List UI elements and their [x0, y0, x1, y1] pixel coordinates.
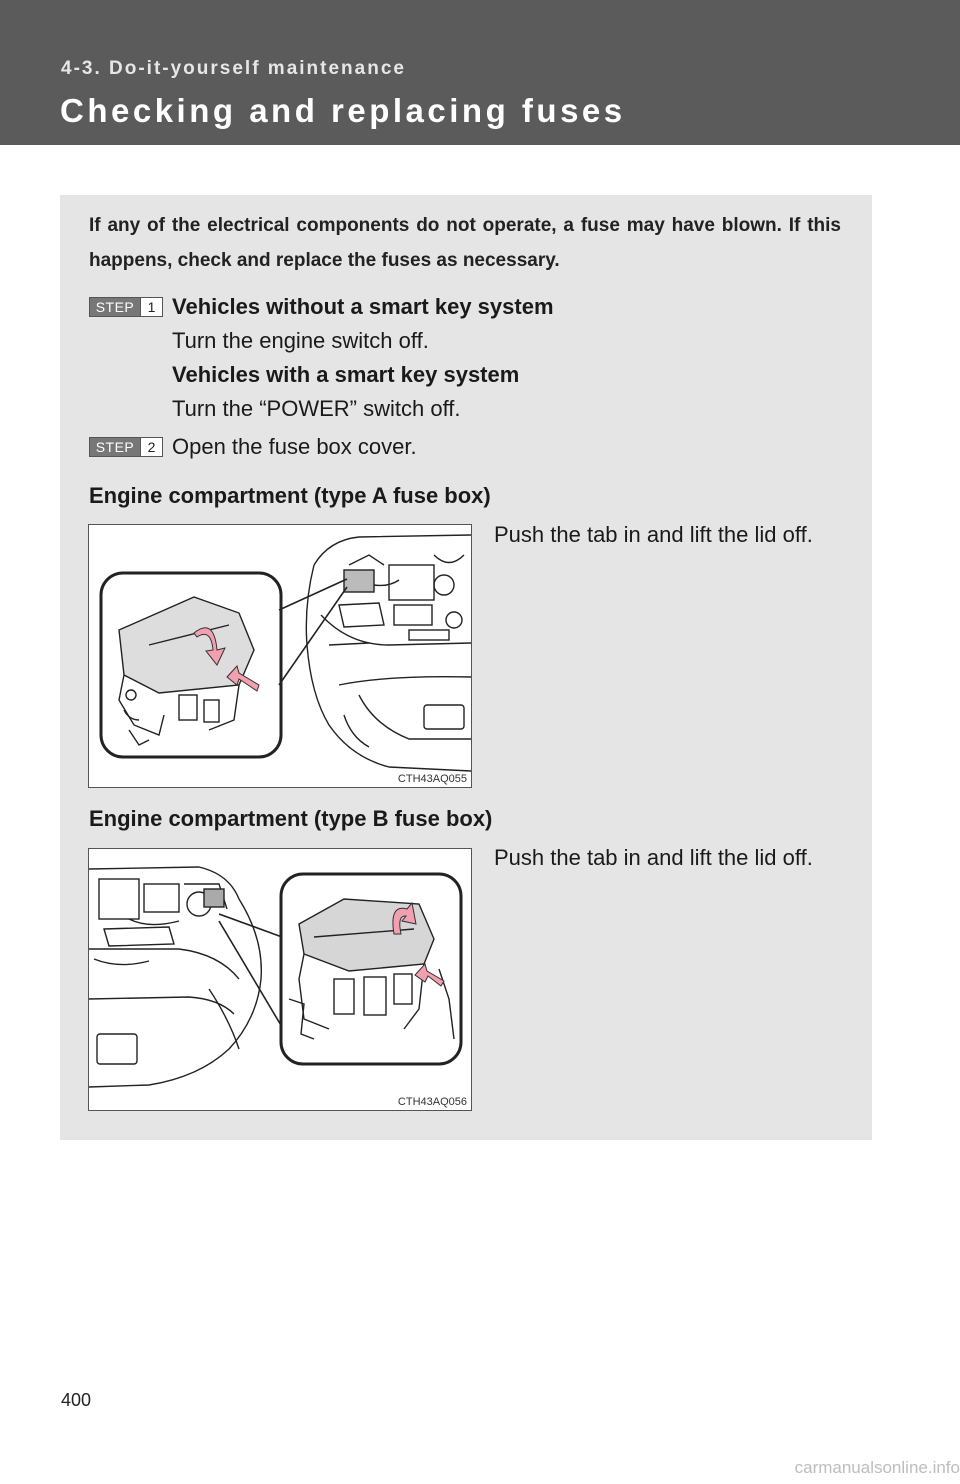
- figure-a-heading: Engine compartment (type A fuse box): [89, 483, 491, 508]
- step-label: STEP: [95, 439, 135, 455]
- step-number: 2: [140, 438, 162, 456]
- step-1-text-engine-switch: Turn the engine switch off.: [172, 328, 429, 353]
- watermark: carmanualsonline.info: [794, 1458, 960, 1477]
- figure-a-illustration: [88, 524, 472, 788]
- fuse-box-a-drawing: [89, 525, 471, 787]
- figure-b-code: CTH43AQ056: [397, 1096, 467, 1108]
- fuse-box-b-drawing: [89, 849, 471, 1110]
- step-2-badge: [89, 437, 163, 457]
- section-label: 4-3. Do-it-yourself maintenance: [61, 58, 406, 79]
- figure-b-illustration: [88, 848, 472, 1111]
- step-1-heading-smart-key: Vehicles with a smart key system: [172, 362, 520, 387]
- step-1-badge: [89, 297, 163, 317]
- figure-b-heading: Engine compartment (type B fuse box): [89, 806, 493, 831]
- page-header: [0, 0, 960, 145]
- figure-a-caption: Push the tab in and lift the lid off.: [494, 522, 813, 547]
- intro-text: If any of the electrical components do not operate, a fuse may have blown. If this happens, check and replace the fuses as necessary.: [89, 215, 841, 271]
- figure-b-caption: Push the tab in and lift the lid off.: [494, 845, 813, 870]
- page-title: Checking and replacing fuses: [60, 92, 626, 129]
- step-2-text: Open the fuse box cover.: [172, 434, 417, 459]
- page-number: 400: [61, 1390, 92, 1410]
- step-number: 1: [140, 298, 162, 316]
- step-1-heading-no-smart-key: Vehicles without a smart key system: [172, 294, 554, 319]
- step-1-text-power-switch: Turn the “POWER” switch off.: [172, 396, 461, 421]
- step-label: STEP: [95, 299, 135, 315]
- figure-a-code: CTH43AQ055: [397, 773, 467, 785]
